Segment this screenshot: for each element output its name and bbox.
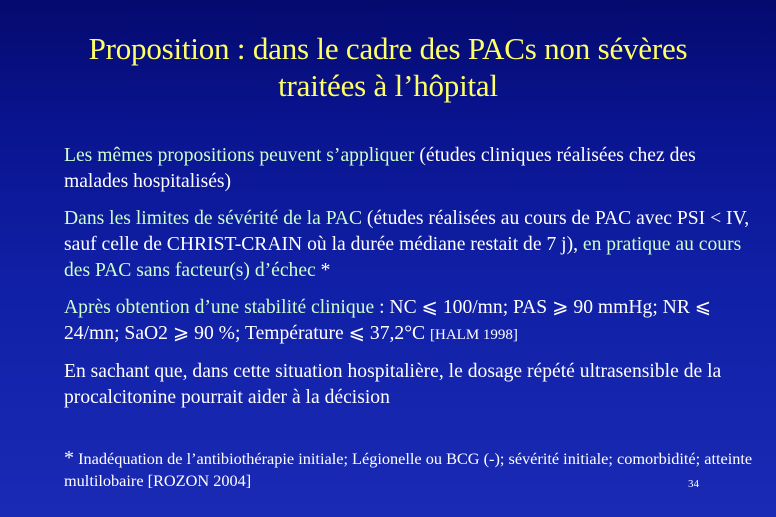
page-number: 34	[688, 478, 699, 490]
paragraph-severity-highlight: Dans les limites de sévérité de la PAC	[64, 208, 363, 229]
paragraph-stability	[64, 295, 754, 348]
footnote	[64, 447, 754, 492]
paragraph-procalcitonin-text: En sachant que, dans cette situation hospitalière, le dosage répété ultrasensible de la procalcitonine pourrait aider à la décision	[64, 361, 722, 408]
paragraph-stability-highlight: Après obtention d’une stabilité clinique	[64, 297, 375, 318]
footnote-asterisk: *	[64, 447, 74, 469]
footnote-text: Inadéquation de l’antibiothérapie initiale; Légionelle ou BCG (-); sévérité initiale; comorbidité; atteinte multilobaire [ROZON 2004]	[64, 449, 753, 490]
paragraph-propositions-highlight: Les mêmes propositions peuvent s’appliquer	[64, 145, 415, 166]
slide-title	[20, 30, 756, 104]
paragraph-procalcitonin	[64, 359, 754, 411]
paragraph-propositions	[64, 143, 754, 195]
paragraph-severity-text: (études réalisées au cours de PAC avec PSI < IV, sauf celle de CHRIST-CRAIN où la durée médiane restait de 7 j),	[64, 208, 750, 255]
paragraph-severity-asterisk: *	[315, 260, 331, 281]
paragraph-propositions-text: (études cliniques réalisées chez des malades hospitalisés)	[64, 145, 696, 192]
title-line-1: Proposition : dans le cadre des PACs non sévères	[88, 31, 688, 66]
title-line-2: traitées à l’hôpital	[278, 68, 498, 103]
paragraph-stability-reference: [HALM 1998]	[430, 327, 518, 343]
slide-body	[64, 143, 754, 422]
paragraph-stability-text: : NC ⩽ 100/mn; PAS ⩾ 90 mmHg; NR ⩽ 24/mn; SaO2 ⩾ 90 %; Température ⩽ 37,2°C	[64, 297, 712, 344]
paragraph-severity	[64, 206, 754, 284]
paragraph-severity-highlight-2: en pratique au cours des PAC sans facteur(s) d’échec	[64, 234, 742, 281]
